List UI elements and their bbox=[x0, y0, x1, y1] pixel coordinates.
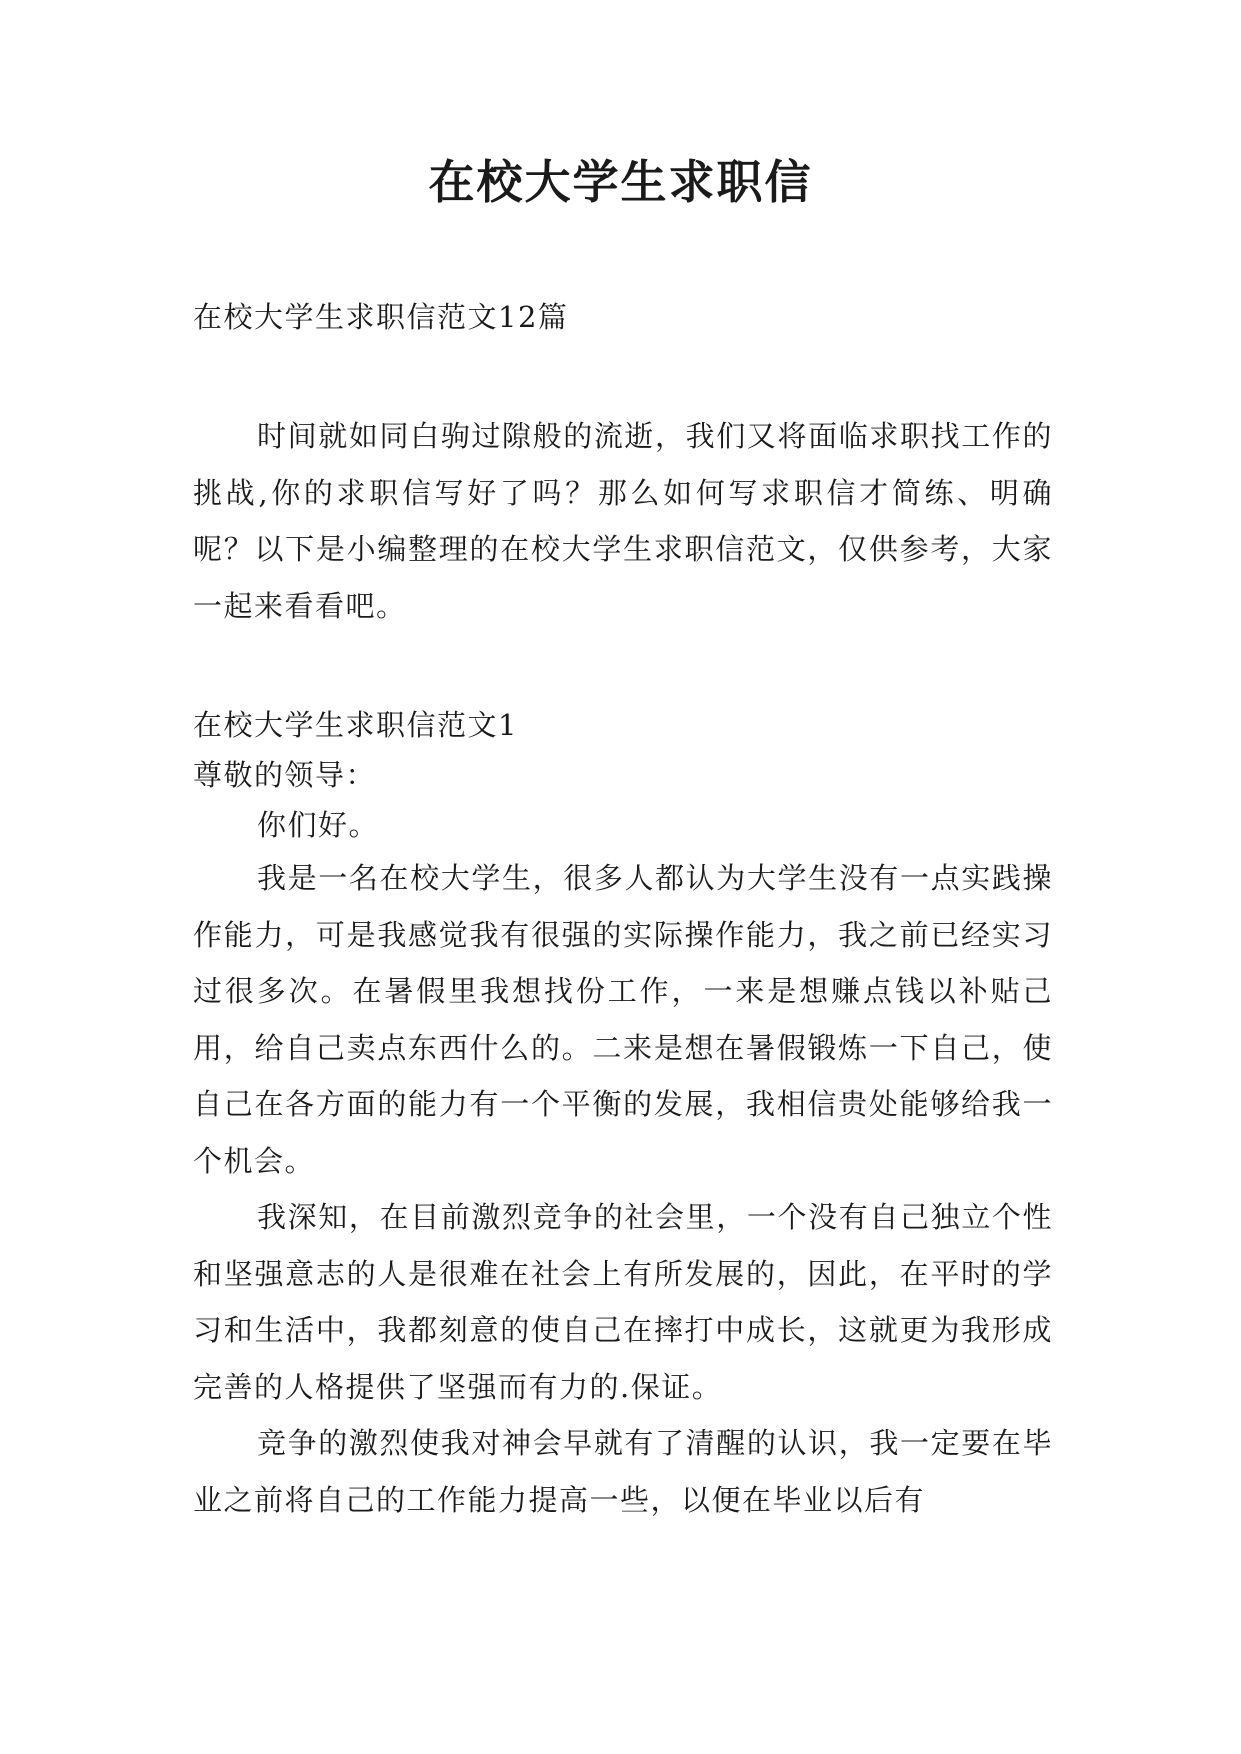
section-heading: 在校大学生求职信范文1 bbox=[193, 708, 518, 742]
body-paragraph: 我深知，在目前激烈竞争的社会里，一个没有自己独立个性和坚强意志的人是很难在社会上有所发展的，因此，在平时的学习和生活中，我都刻意的使自己在摔打中成长，这就更为我形成完善的人格提供了坚强而有力的.保证。 bbox=[193, 1200, 1053, 1404]
document-title: 在校大学生求职信 bbox=[428, 155, 813, 209]
salutation: 尊敬的领导： bbox=[193, 758, 377, 792]
letter-section bbox=[193, 700, 1053, 1528]
intro-paragraph: 时间就如同白驹过隙般的流逝，我们又将面临求职找工作的挑战,你的求职信写好了吗？那么如何写求职信才简练、明确呢？以下是小编整理的在校大学生求职信范文，仅供参考，大家一起来看看吧。 bbox=[193, 419, 1053, 623]
greeting: 你们好。 bbox=[257, 808, 380, 842]
body-paragraph: 竞争的激烈使我对神会早就有了清醒的认识，我一定要在毕业之前将自己的工作能力提高一些，以便在毕业以后有 bbox=[193, 1426, 1053, 1517]
document-subtitle: 在校大学生求职信范文12篇 bbox=[193, 300, 569, 334]
body-paragraph: 我是一名在校大学生，很多人都认为大学生没有一点实践操作能力，可是我感觉我有很强的实际操作能力，我之前已经实习过很多次。在暑假里我想找份工作，一来是想赚点钱以补贴己用，给自己卖点东西什么的。二来是想在暑假锻炼一下自己，使自己在各方面的能力有一个平衡的发展，我相信贵处能够给我一个机会。 bbox=[193, 861, 1053, 1178]
